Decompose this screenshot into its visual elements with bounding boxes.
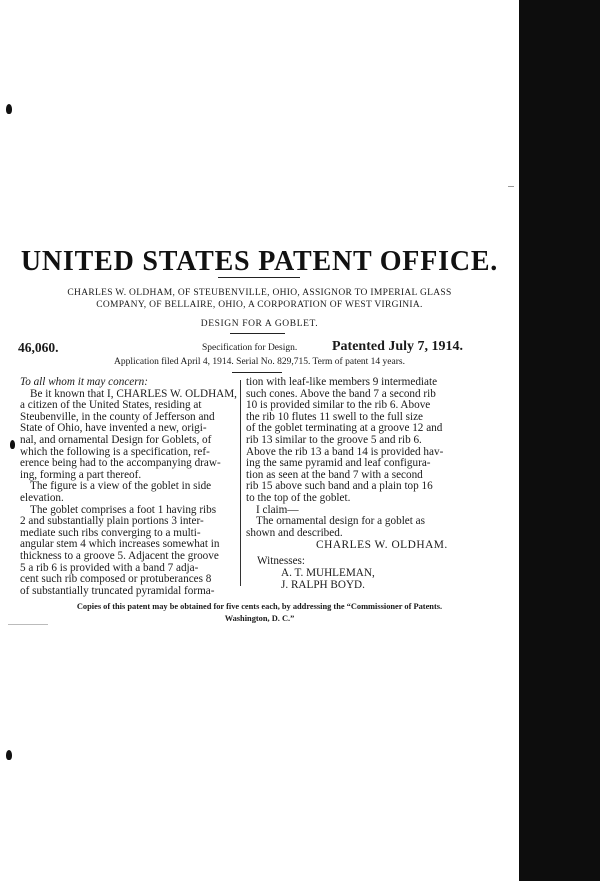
scan-speck [508,186,514,187]
inventor-line-1: CHARLES W. OLDHAM, OF STEUBENVILLE, OHIO, ASSIGNOR TO IMPERIAL GLASS [67,288,452,298]
text-line: The goblet comprises a foot 1 having ribs [30,503,217,516]
text-line: of the goblet terminating at a groove 12 and [246,422,443,435]
copies-line-1: Copies of this patent may be obtained for five cents each, by addressing the “Commissioner of Patents. [76,602,443,611]
inventor-line-2: COMPANY, OF BELLAIRE, OHIO, A CORPORATION OF WEST VIRGINIA. [96,300,423,310]
text-line: tion as seen at the band 7 with a second [246,468,423,481]
text-line: of substantially truncated pyramidal forma- [20,584,215,597]
scan-edge-bar [519,0,600,881]
copies-notice [0,601,519,625]
text-line: nal, and ornamental Design for Goblets, of [20,433,212,446]
text-line: the rib 10 flutes 11 swell to the full size [246,410,423,423]
text-line: rib 15 above such band and a plain top 16 [246,480,433,493]
text-line: State of Ohio, have invented a new, origi- [20,422,207,435]
inventor-signature: CHARLES W. OLDHAM. [316,539,448,551]
witness-name: J. RALPH BOYD. [281,579,365,591]
text-line: such cones. Above the band 7 a second rib [246,387,436,400]
text-line: erence being had to the accompanying draw- [20,457,221,470]
patent-number: 46,060. [18,340,59,355]
design-title: DESIGN FOR A GOBLET. [200,319,319,329]
text-line: ing the same pyramid and leaf configura- [246,457,431,470]
claim-heading: I claim— [256,503,299,516]
scan-speck [8,624,48,625]
text-line: shown and described. [246,526,343,539]
text-line: The ornamental design for a goblet as [256,515,425,528]
salutation: To all whom it may concern: [20,376,148,388]
text-line: to the top of the goblet. [246,491,351,504]
text-line: angular stem 4 which increases somewhat in [20,538,220,551]
witnesses-block [257,555,375,591]
left-column [20,377,238,597]
patent-date: Patented July 7, 1914. [332,339,464,354]
copies-line-2: Washington, D. C.” [224,614,295,623]
text-line: 5 a rib 6 is provided with a band 7 adja- [20,561,199,574]
text-line: Be it known that I, CHARLES W. OLDHAM, [30,387,237,400]
column-divider [240,380,241,586]
divider [218,277,300,278]
witnesses-label: Witnesses: [257,555,306,567]
text-line: mediate such ribs converging to a multi- [20,526,201,539]
text-line: Above the rib 13 a band 14 is provided hav- [246,445,444,458]
text-line: tion with leaf-like members 9 intermediate [246,376,438,388]
right-column [246,377,468,539]
text-line: 10 is provided similar to the rib 6. Above [246,399,431,412]
text-line: which the following is a specification, ref- [20,445,210,458]
text-line: The figure is a view of the goblet in side [30,480,212,493]
punch-hole-mark [6,750,12,760]
office-title: UNITED STATES PATENT OFFICE. [20,246,499,277]
spec-label: Specification for Design. [202,343,298,353]
punch-hole-mark [10,440,15,449]
divider [232,372,282,373]
punch-hole-mark [6,104,12,114]
text-line: cent such rib composed or protuberances 8 [20,573,212,586]
text-line: a citizen of the United States, residing at [20,399,202,412]
divider [230,333,285,334]
application-line: Application filed April 4, 1914. Serial No. 829,715. Term of patent 14 years. [114,357,405,367]
text-line: rib 13 similar to the groove 5 and rib 6. [246,433,422,446]
text-line: ing, forming a part thereof. [20,468,142,481]
witness-name: A. T. MUHLEMAN, [281,567,375,579]
text-line: elevation. [20,491,64,504]
text-line: Steubenville, in the county of Jefferson and [20,410,215,423]
text-line: 2 and substantially plain portions 3 inter- [20,515,204,528]
text-line: thickness to a groove 5. Adjacent the groove [20,549,219,562]
